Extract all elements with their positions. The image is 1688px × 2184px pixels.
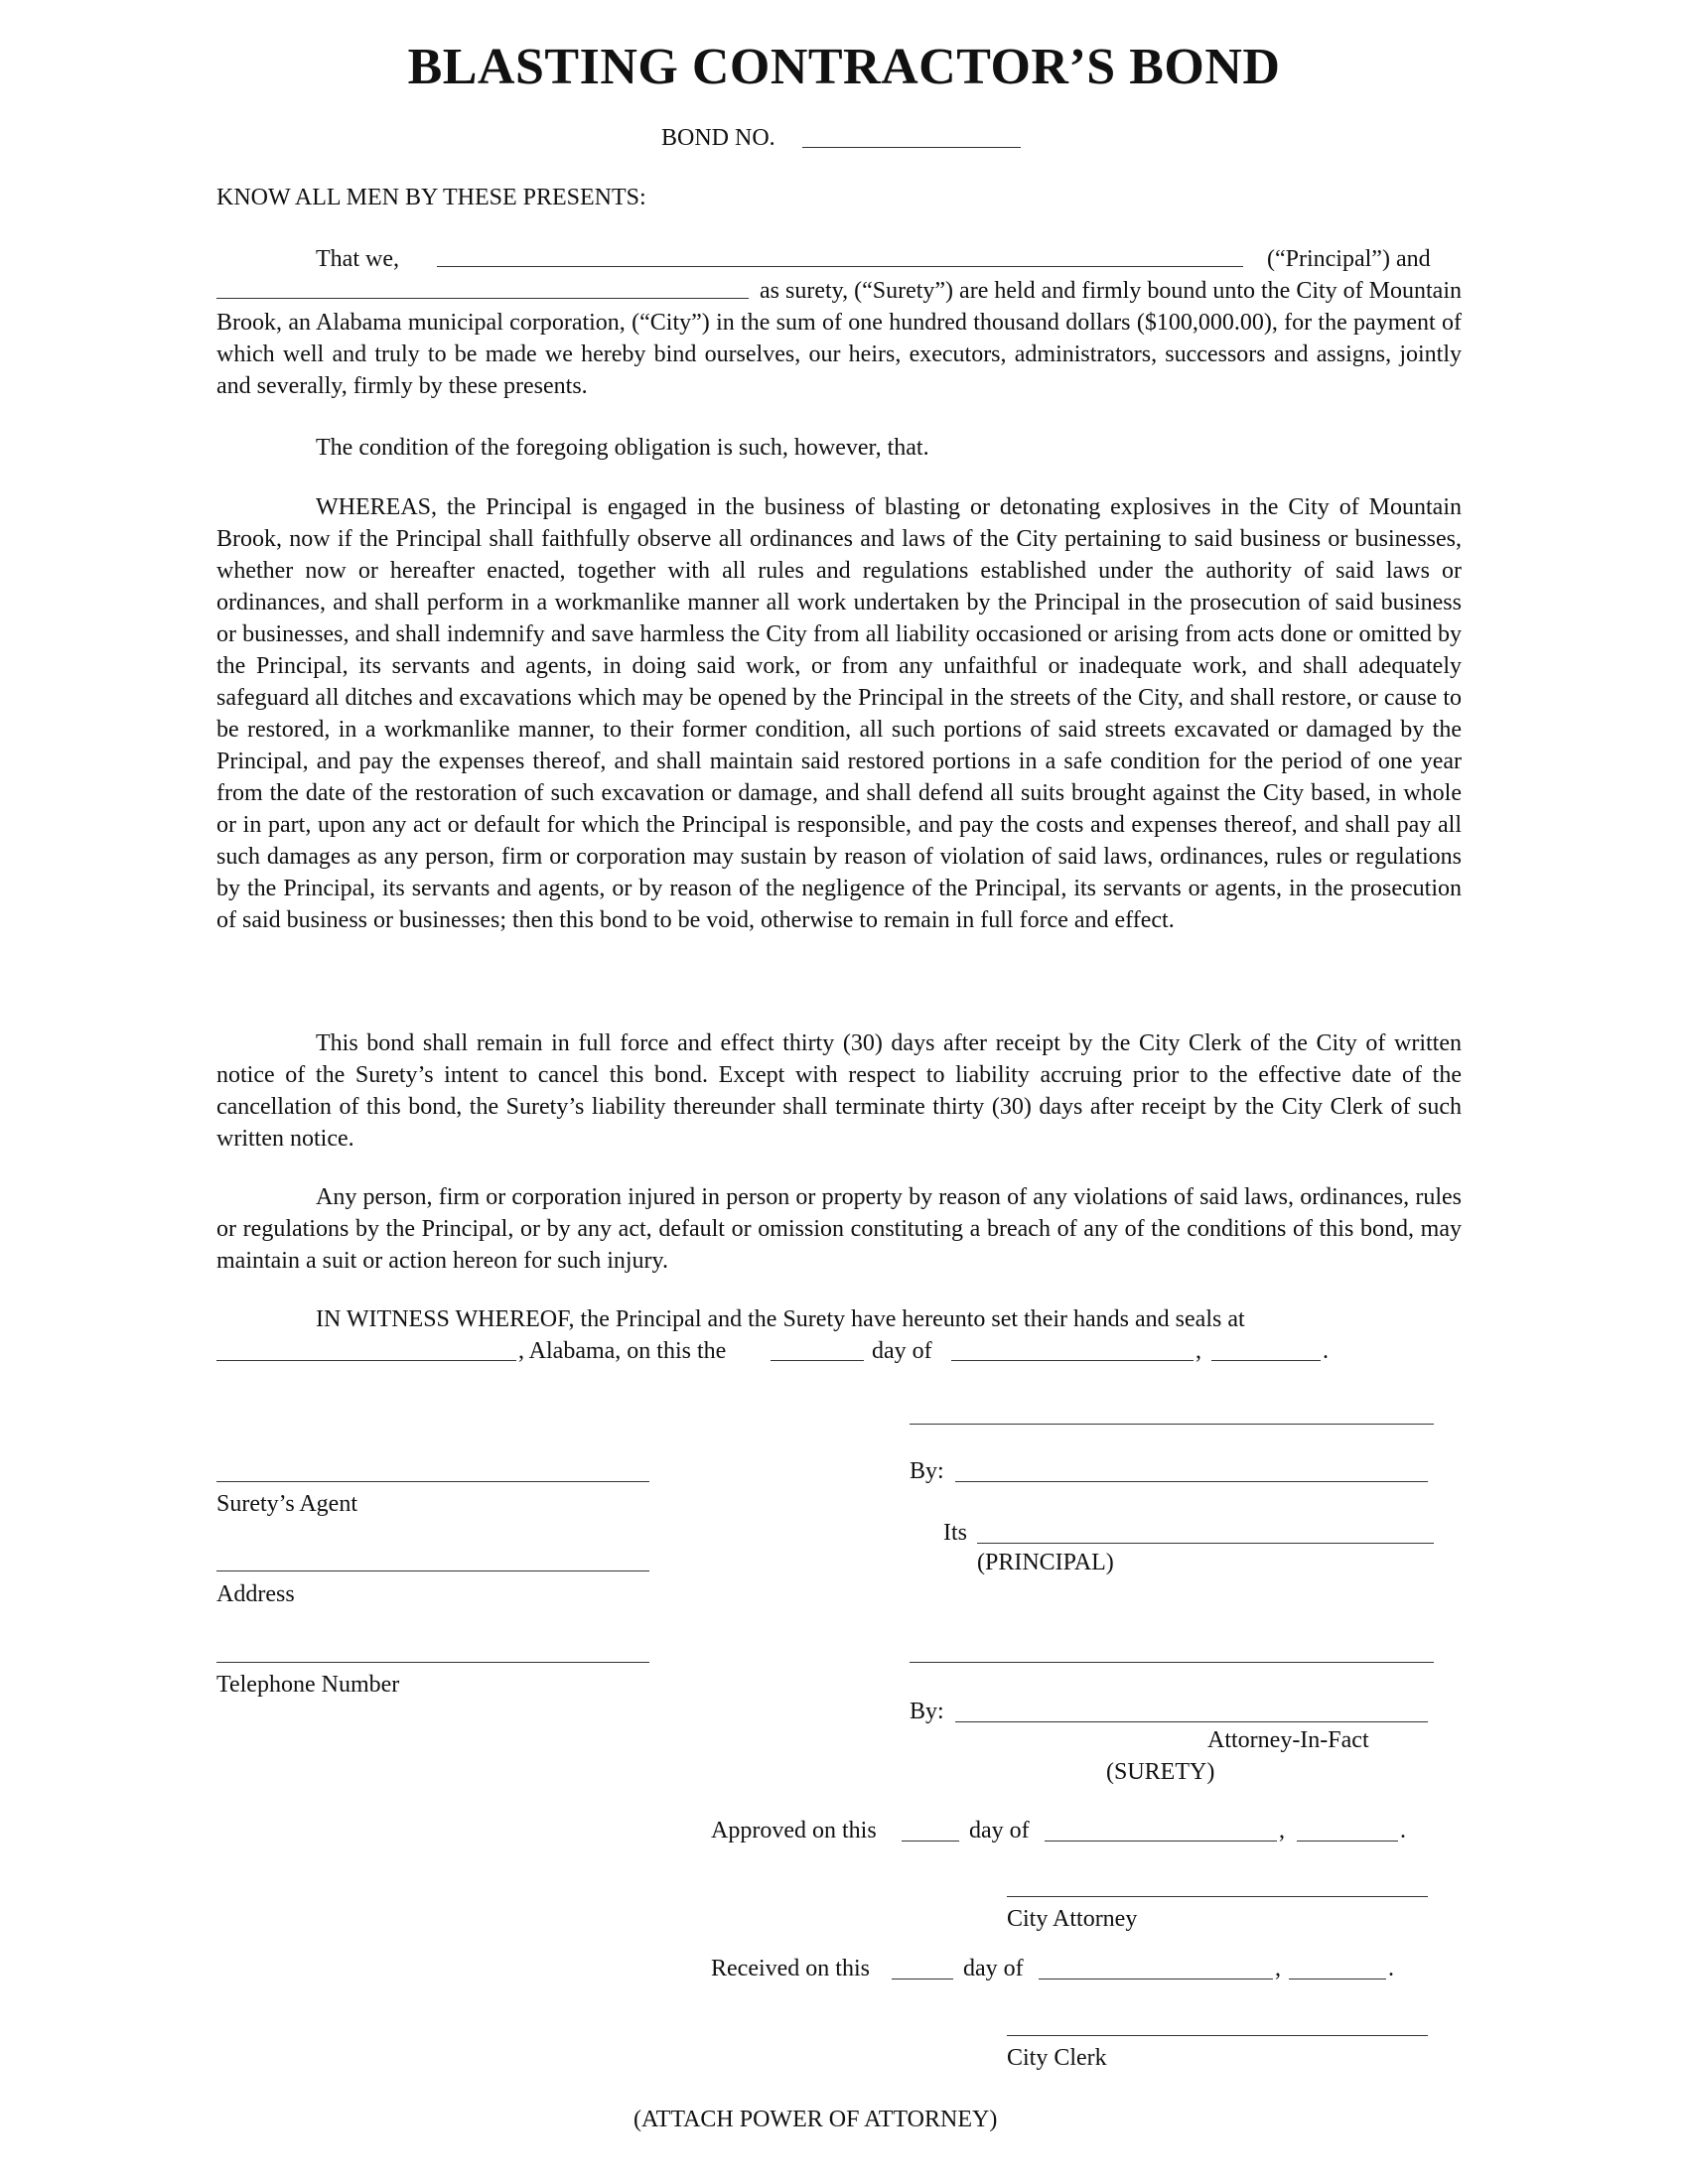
received-comma: , (1275, 1956, 1281, 1981)
paragraph-whereas-text: WHEREAS, the Principal is engaged in the business of blasting or detonating explosives in the City of Mountain Brook, now if the Principal shall faithfully observe all ordinances and laws of the City pertaining to said business or businesses, whether now or hereafter enacted, together with all rules and regulations established under the authority of said laws or ordinances, and shall perform in a workmanlike manner all work undertaken by the Principal in the prosecution of said business or businesses, and shall indemnify and save harmless the City from all liability occasioned or arising from acts done or omitted by the Principal, its servants and agents, in doing said work, or from any unfaithful or inadequate work, and shall adequately safeguard all ditches and excavations which may be opened by the Principal in the streets of the City, and shall restore, or cause to be restored, in a workmanlike manner, to their former condition, all such portions of said streets excavated or damaged by the Principal, and pay the expenses thereof, and shall maintain said restored portions in a safe condition for the period of one year from the date of the restoration of such excavation or damage, and shall defend all suits brought against the City based, in whole or in part, upon any act or default for which the Principal is responsible, and pay the costs and expenses thereof, and shall pay all such damages as any person, firm or corporation may sustain by reason of violation of said laws, ordinances, rules or regulations by the Principal, its servants and agents, or by reason of the negligence of the Principal, its servants or agents, in the prosecution of said business or businesses; then this bond to be void, otherwise to remain in full force and effect. (216, 494, 1462, 933)
paragraph-condition (216, 432, 1462, 464)
paragraph-condition-text: The condition of the foregoing obligation is such, however, that. (316, 435, 929, 461)
received-period: . (1388, 1956, 1394, 1981)
approved-month-blank[interactable] (1045, 1841, 1277, 1842)
principal-label: (PRINCIPAL) (977, 1550, 1114, 1575)
that-we-text: That we, (316, 246, 399, 272)
footer-attach-power: (ATTACH POWER OF ATTORNEY) (633, 2107, 998, 2132)
paragraph-witness (216, 1303, 1462, 1335)
bond-number-blank[interactable] (802, 147, 1021, 148)
approved-period: . (1400, 1818, 1406, 1843)
surety-by-line[interactable] (955, 1721, 1428, 1722)
telephone-line[interactable] (216, 1662, 649, 1663)
witness-day-blank[interactable] (771, 1360, 864, 1361)
witness-day-of-text: day of (872, 1338, 932, 1364)
surety-label: (SURETY) (1106, 1759, 1215, 1785)
approved-text: Approved on this (711, 1818, 877, 1843)
approved-day-of-text: day of (969, 1818, 1030, 1843)
paragraph-whereas (216, 491, 1462, 936)
city-attorney-label: City Attorney (1007, 1906, 1138, 1932)
paragraph-cancellation-text: This bond shall remain in full force and effect thirty (30) days after receipt by the City Clerk of the City of written notice of the Surety’s intent to cancel this bond. Except with respect to liability accruing prior to the effective date of the cancellation of this bond, the Surety’s liability thereunder shall terminate thirty (30) days after receipt by the City Clerk of such written notice. (216, 1030, 1462, 1152)
document-title: BLASTING CONTRACTOR’S BOND (407, 39, 1281, 95)
attorney-in-fact-label: Attorney-In-Fact (1207, 1727, 1369, 1753)
know-all-heading: KNOW ALL MEN BY THESE PRESENTS: (216, 185, 646, 210)
witness-comma: , (1196, 1338, 1201, 1364)
received-text: Received on this (711, 1956, 870, 1981)
alabama-text: , Alabama, on this the (518, 1338, 727, 1364)
principal-its-label: Its (943, 1520, 967, 1546)
principal-and-text: (“Principal”) and (1267, 246, 1431, 272)
principal-by-line[interactable] (955, 1481, 1428, 1482)
paragraph-cancellation (216, 1027, 1462, 1155)
witness-text: IN WITNESS WHEREOF, the Principal and the Surety have hereunto set their hands and seals at (316, 1306, 1245, 1332)
city-clerk-line[interactable] (1007, 2035, 1428, 2036)
witness-year-blank[interactable] (1211, 1360, 1321, 1361)
approved-year-blank[interactable] (1297, 1841, 1398, 1842)
paragraph-binding: as surety, (“Surety”) are held and firmly bound unto the City of Mountain Brook, an Alabama municipal corporation, (“City”) in the sum of one hundred thousand dollars ($100,000.00), for the payment of which well and truly to be made we hereby bind ourselves, our heirs, executors, administrators, successors and assigns, jointly and severally, firmly by these presents. (216, 278, 1462, 399)
suretys-agent-label: Surety’s Agent (216, 1491, 357, 1517)
city-attorney-line[interactable] (1007, 1896, 1428, 1897)
surety-name-line[interactable] (910, 1662, 1434, 1663)
principal-name-blank[interactable] (437, 266, 1243, 267)
witness-month-blank[interactable] (951, 1360, 1194, 1361)
paragraph-injury (216, 1181, 1462, 1277)
telephone-label: Telephone Number (216, 1672, 400, 1698)
address-line[interactable] (216, 1570, 649, 1571)
approved-comma: , (1279, 1818, 1285, 1843)
bond-number-label: BOND NO. (661, 125, 775, 151)
witness-city-blank[interactable] (216, 1360, 516, 1361)
city-clerk-label: City Clerk (1007, 2045, 1107, 2071)
principal-by-label: By: (910, 1458, 944, 1484)
suretys-agent-line[interactable] (216, 1481, 649, 1482)
principal-name-line[interactable] (910, 1424, 1434, 1425)
principal-its-line[interactable] (977, 1543, 1434, 1544)
paragraph-injury-text: Any person, firm or corporation injured in person or property by reason of any violations of said laws, ordinances, rules or regulations by the Principal, or by any act, default or omission constituting a breach of any of the conditions of this bond, may maintain a suit or action hereon for such injury. (216, 1184, 1462, 1274)
surety-by-label: By: (910, 1699, 944, 1724)
approved-day-blank[interactable] (902, 1841, 959, 1842)
address-label: Address (216, 1581, 295, 1607)
received-day-of-text: day of (963, 1956, 1024, 1981)
witness-period: . (1323, 1338, 1329, 1364)
